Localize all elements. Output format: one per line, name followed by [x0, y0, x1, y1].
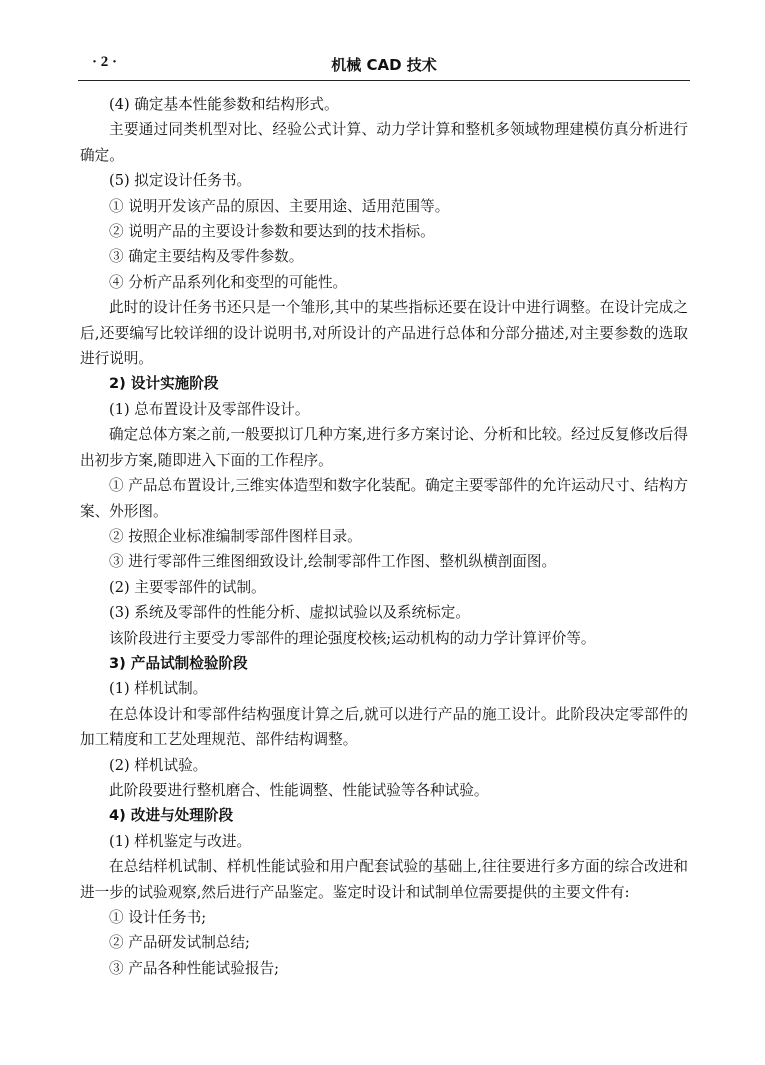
paragraph: 在总结样机试制、样机性能试验和用户配套试验的基础上,往往要进行多方面的综合改进和进一步的试验观察,然后进行产品鉴定。鉴定时设计和试制单位需要提供的主要文件有:	[80, 858, 688, 901]
paragraph: (3) 系统及零部件的性能分析、虚拟试验以及系统标定。	[109, 604, 470, 622]
section-heading: 2) 设计实施阶段	[109, 375, 219, 393]
paragraph: (1) 总布置设计及零部件设计。	[109, 400, 310, 418]
paragraph: ① 设计任务书;	[109, 909, 207, 926]
body-text	[80, 92, 688, 981]
paragraph: ③ 产品各种性能试验报告;	[109, 959, 280, 977]
paragraph: (4) 确定基本性能参数和结构形式。	[109, 96, 339, 113]
paragraph: 此时的设计任务书还只是一个雏形,其中的某些指标还要在设计中进行调整。在设计完成之后,还要编写比较详细的设计说明书,对所设计的产品进行总体和分部分描述,对主要参数的选取进行说明。	[80, 299, 688, 368]
paragraph: ① 产品总布置设计,三维实体造型和数字化装配。确定主要零部件的允许运动尺寸、结构方案、外形图。	[80, 477, 688, 520]
paragraph: ③ 确定主要结构及零件参数。	[109, 248, 304, 266]
paragraph: ② 产品研发试制总结;	[109, 934, 250, 952]
paragraph: 主要通过同类机型对比、经验公式计算、动力学计算和整机多领域物理建模仿真分析进行确定。	[80, 121, 688, 164]
paragraph: (5) 拟定设计任务书。	[109, 172, 252, 190]
paragraph: ① 说明开发该产品的原因、主要用途、适用范围等。	[109, 197, 450, 215]
paragraph: ④ 分析产品系列化和变型的可能性。	[109, 273, 348, 291]
page-header	[78, 52, 690, 78]
section-heading: 4) 改进与处理阶段	[109, 807, 234, 825]
header-rule	[78, 80, 690, 81]
paragraph: 该阶段进行主要受力零部件的理论强度校核;运动机构的动力学计算评价等。	[109, 629, 596, 647]
paragraph: ② 按照企业标准编制零部件图样目录。	[109, 527, 362, 545]
paragraph: 此阶段要进行整机磨合、性能调整、性能试验等各种试验。	[109, 781, 489, 799]
running-title: 机械 CAD 技术	[331, 56, 437, 74]
paragraph: 在总体设计和零部件结构强度计算之后,就可以进行产品的施工设计。此阶段决定零部件的加工精度和工艺处理规范、部件结构调整。	[80, 705, 688, 749]
paragraph: ② 说明产品的主要设计参数和要达到的技术指标。	[109, 223, 435, 241]
paragraph: (2) 主要零部件的试制。	[109, 578, 266, 596]
paragraph: ③ 进行零部件三维图细致设计,绘制零部件工作图、整机纵横剖面图。	[109, 553, 557, 571]
paragraph: (1) 样机鉴定与改进。	[109, 832, 252, 850]
section-heading: 3) 产品试制检验阶段	[109, 654, 248, 672]
page-number: · 2 ·	[92, 54, 118, 70]
paragraph: 确定总体方案之前,一般要拟订几种方案,进行多方案讨论、分析和比较。经过反复修改后得出初步方案,随即进入下面的工作程序。	[80, 426, 688, 469]
paragraph: (2) 样机试验。	[109, 756, 208, 774]
paragraph: (1) 样机试制。	[109, 680, 208, 698]
